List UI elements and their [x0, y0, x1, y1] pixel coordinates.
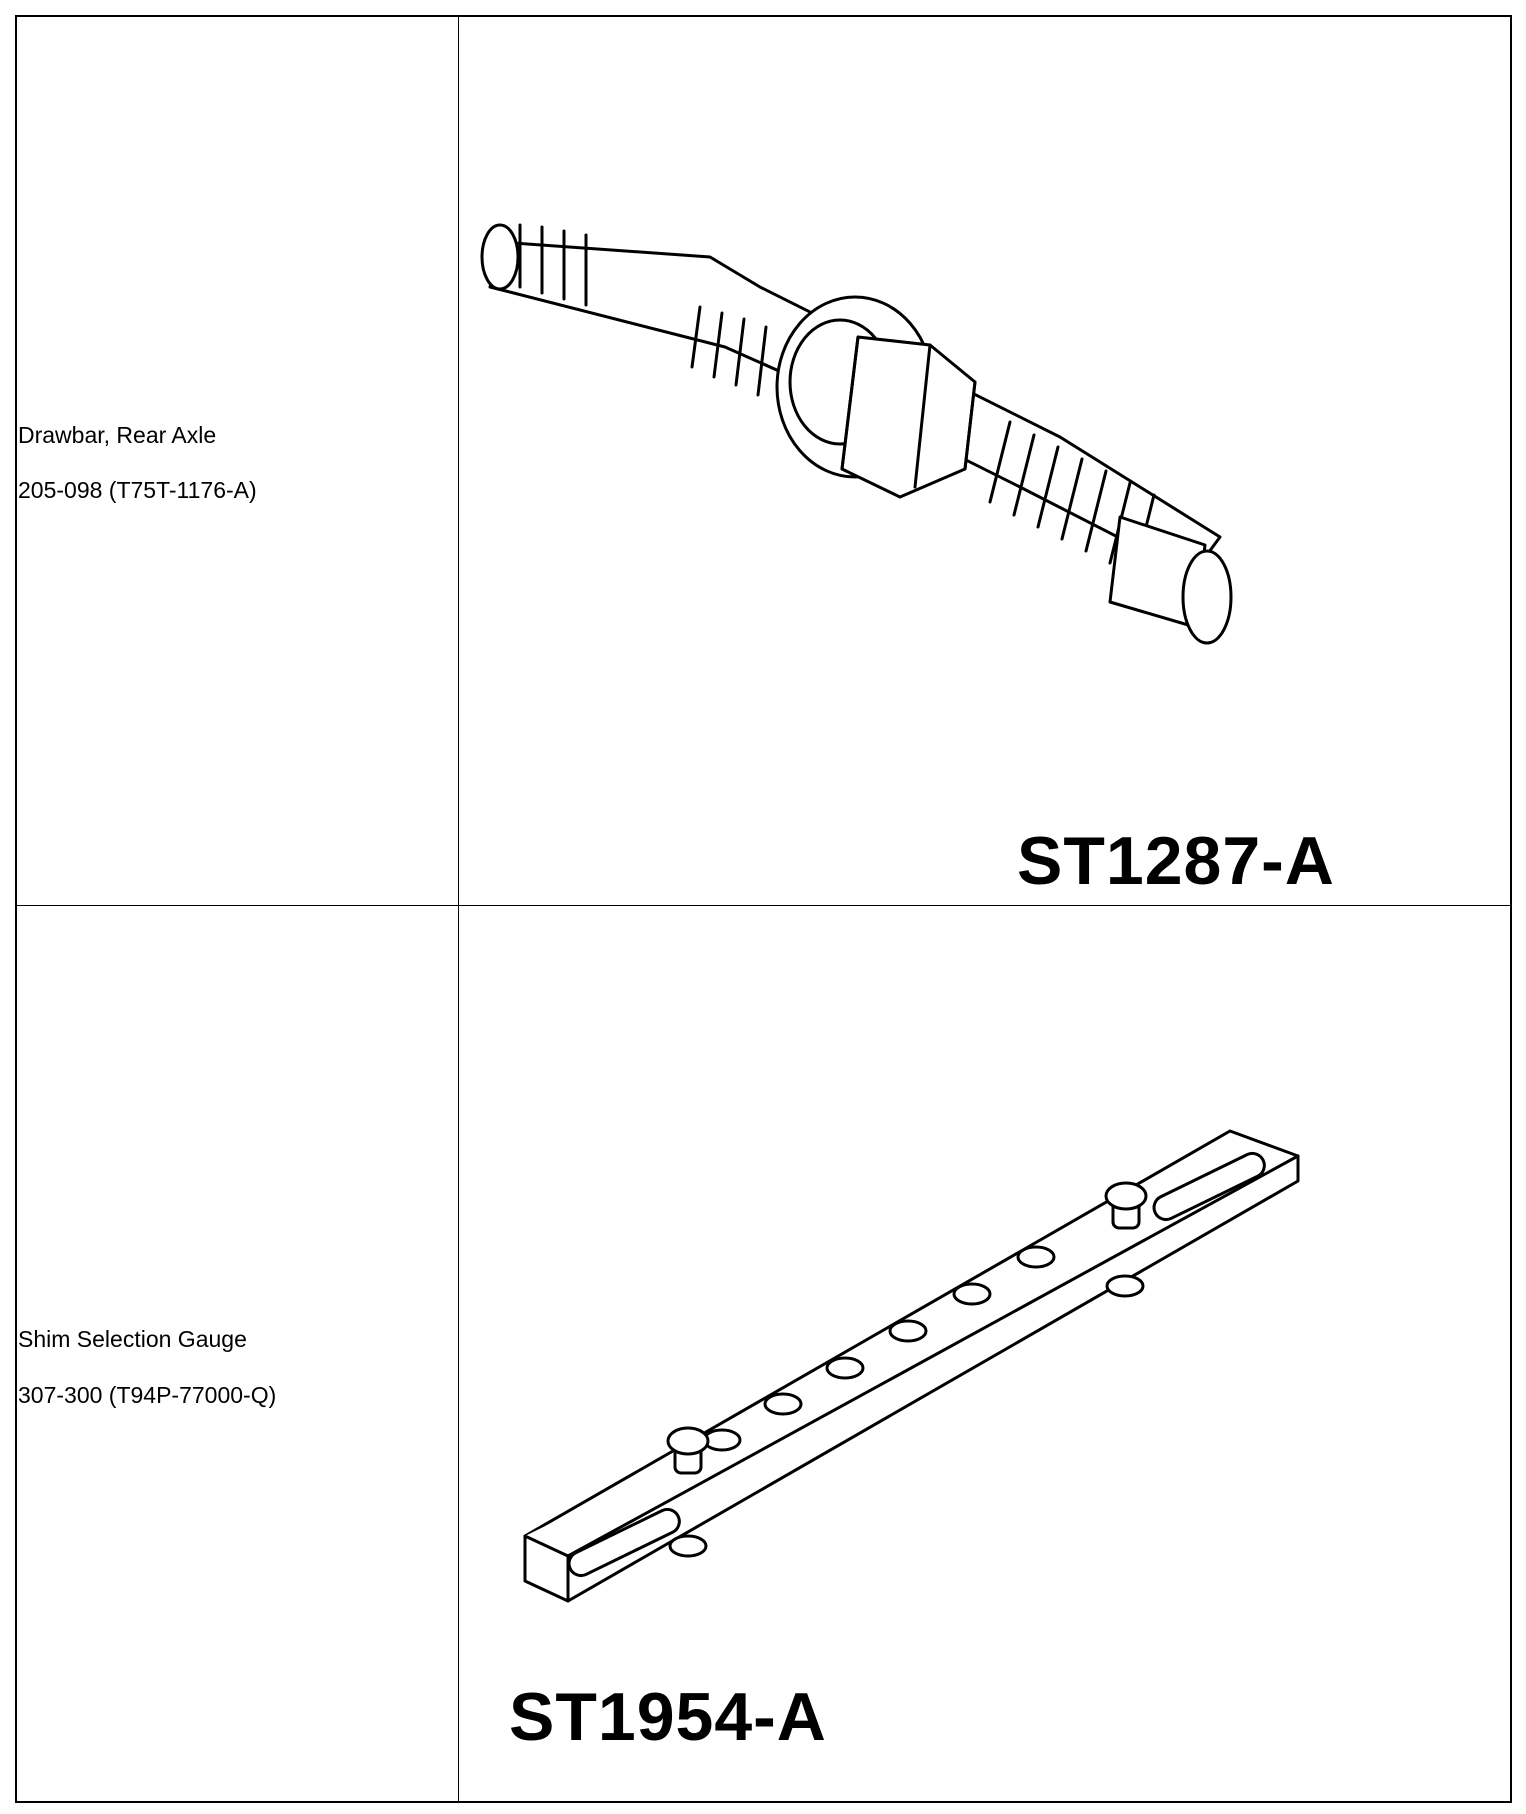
drawbar-illustration — [460, 17, 1512, 903]
tool-illustration-cell — [460, 17, 1510, 905]
tool-description-cell — [17, 17, 459, 905]
tool-number: 205-098 (T75T-1176-A) — [18, 477, 257, 503]
table-row — [17, 17, 1510, 906]
figure-code: ST1954-A — [509, 1679, 827, 1755]
tool-number: 307-300 (T94P-77000-Q) — [18, 1382, 277, 1408]
tool-name: Shim Selection Gauge — [18, 1326, 247, 1352]
figure-code: ST1287-A — [1017, 823, 1335, 899]
tool-name: Drawbar, Rear Axle — [18, 422, 217, 448]
special-tools-table — [15, 15, 1512, 1803]
tool-illustration-cell — [460, 906, 1510, 1803]
tool-description-cell — [17, 906, 459, 1803]
table-row — [17, 906, 1510, 1803]
shim-gauge-illustration — [460, 906, 1512, 1801]
